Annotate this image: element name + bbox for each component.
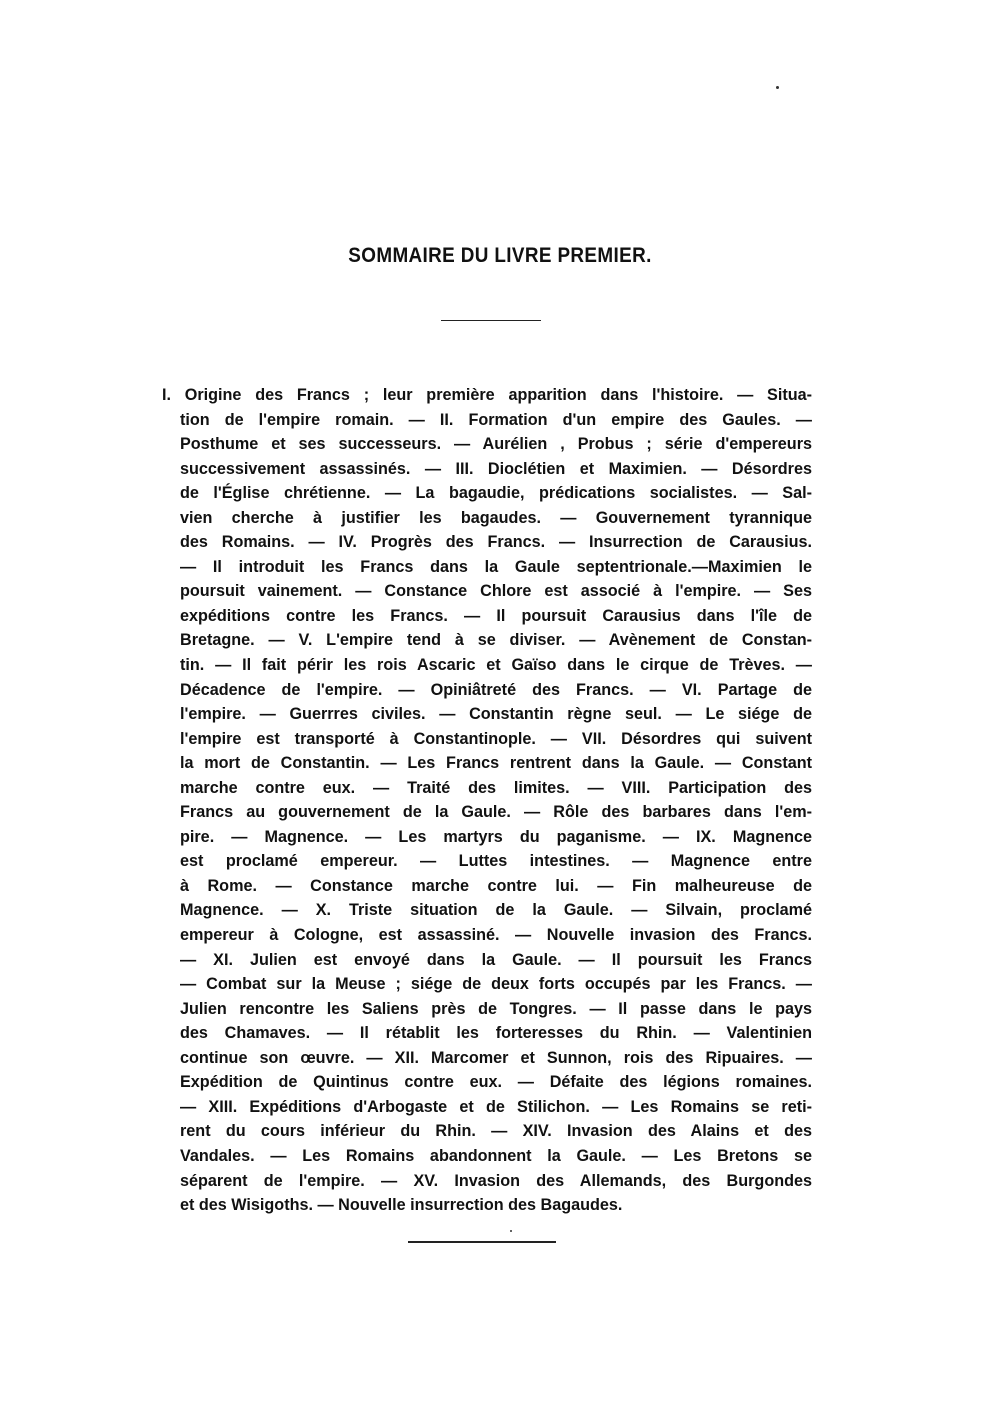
summary-line: Décadence de l'empire. — Opiniâtreté des Francs. — VI. Partage de [180,680,812,699]
summary-line: Expédition de Quintinus contre eux. — Défaite des légions romaines. [180,1073,812,1092]
summary-line: séparent de l'empire. — XV. Invasion des Allemands, des Burgondes [180,1171,812,1190]
summary-line: continue son œuvre. — XII. Marcomer et Sunnon, rois des Ripuaires. — [180,1048,812,1067]
summary-line: — XIII. Expéditions d'Arbogaste et de Stilichon. — Les Romains se reti- [180,1097,812,1116]
summary-line: — XI. Julien est envoyé dans la Gaule. — Il poursuit les Francs [180,950,812,969]
summary-line: Julien rencontre les Saliens près de Tongres. — Il passe dans le pays [180,999,812,1018]
summary-line: I. Origine des Francs ; leur première apparition dans l'histoire. — Situa- [162,386,812,404]
summary-line: pire. — Magnence. — Les martyrs du paganisme. — IX. Magnence [180,827,812,846]
summary-line: l'empire. — Guerrres civiles. — Constantin règne seul. — Le siége de [180,705,812,724]
summary-line: et des Wisigoths. — Nouvelle insurrection des Bagaudes. [180,1196,623,1215]
ornamental-rule-top [441,320,541,321]
summary-line: à Rome. — Constance marche contre lui. — Fin malheureuse de [180,876,812,895]
summary-line: successivement assassinés. — III. Dioclétien et Maximien. — Désordres [180,459,812,478]
summary-line: expéditions contre les Francs. — Il poursuit Carausius dans l'île de [180,606,812,625]
summary-line: poursuit vainement. — Constance Chlore est associé à l'empire. — Ses [180,582,812,601]
summary-line: Bretagne. — V. L'empire tend à se diviser. — Avènement de Constan- [180,631,812,650]
print-speck [510,1230,512,1232]
summary-line: tin. — Il fait périr les rois Ascaric et Gaïso dans le cirque de Trèves. — [180,656,812,675]
summary-line: des Romains. — IV. Progrès des Francs. — Insurrection de Carausius. [180,533,812,552]
summary-line: Francs au gouvernement de la Gaule. — Rôle des barbares dans l'em- [180,803,812,822]
ornamental-rule-bottom [408,1241,556,1243]
summary-line: marche contre eux. — Traité des limites. — VIII. Participation des [180,778,812,797]
summary-line: — Combat sur la Meuse ; siége de deux forts occupés par les Francs. — [180,975,812,994]
summary-line: vien cherche à justifier les bagaudes. — Gouvernement tyrannique [180,508,812,527]
summary-line: — Il introduit les Francs dans la Gaule septentrionale.—Maximien le [180,557,812,576]
summary-line: est proclamé empereur. — Luttes intestines. — Magnence entre [180,852,812,871]
summary-line: rent du cours inférieur du Rhin. — XIV. Invasion des Alains et des [180,1122,812,1141]
summary-line: de l'Église chrétienne. — La bagaudie, prédications socialistes. — Sal- [180,484,812,503]
summary-line: Posthume et ses successeurs. — Aurélien , Probus ; série d'empereurs [180,435,812,454]
summary-line: des Chamaves. — Il rétablit les forteresses du Rhin. — Valentinien [180,1024,812,1043]
summary-line: Vandales. — Les Romains abandonnent la Gaule. — Les Bretons se [180,1146,812,1165]
summary-line: Magnence. — X. Triste situation de la Gaule. — Silvain, proclamé [180,901,812,920]
print-speck [776,86,779,89]
summary-line: l'empire est transporté à Constantinople. — VII. Désordres qui suivent [180,729,812,748]
chapter-summary [162,383,812,1218]
summary-line: tion de l'empire romain. — II. Formation d'un empire des Gaules. — [180,410,812,429]
page-title: SOMMAIRE DU LIVRE PREMIER. [348,244,652,267]
summary-line: empereur à Cologne, est assassiné. — Nouvelle invasion des Francs. [180,926,812,945]
summary-line: la mort de Constantin. — Les Francs rentrent dans la Gaule. — Constant [180,754,812,773]
